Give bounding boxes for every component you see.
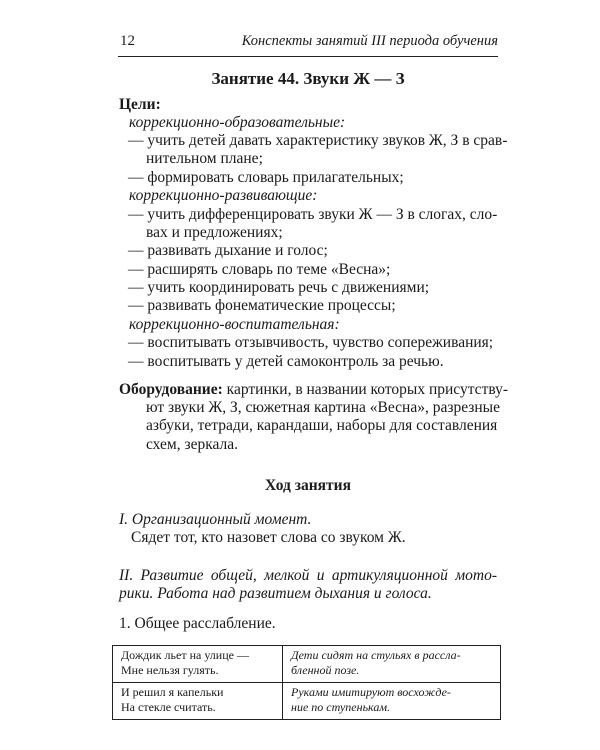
- action-line: бленной позе.: [291, 663, 360, 677]
- page-number: 12: [120, 33, 135, 49]
- goal-item: — развивать дыхание и голос;: [128, 242, 328, 259]
- action-cell: [283, 683, 501, 720]
- subheading-correctional-upbringing: коррекционно-воспитательная:: [129, 316, 340, 333]
- goal-item-continued: вах и предложениях;: [146, 224, 283, 241]
- lesson-title: Занятие 44. Звуки Ж — З: [211, 69, 405, 88]
- section-heading: I. Организационный момент.: [119, 511, 312, 528]
- action-cell: [283, 646, 501, 683]
- section-text: Сядет тот, кто назовет слова со звуком Ж.: [131, 529, 406, 546]
- goals-heading: Цели:: [119, 96, 161, 113]
- verse-cell: [113, 683, 283, 720]
- poem-table: [112, 645, 501, 720]
- goal-item: — развивать фонематические процессы;: [128, 297, 396, 314]
- equipment-paragraph-line: ют звуки Ж, З, сюжетная картина «Весна», разрезные: [146, 399, 500, 416]
- step-heading: 1. Общее расслабление.: [119, 615, 276, 632]
- verse-line: Дождик льет на улице —: [121, 648, 249, 662]
- goal-item: — учить детей давать характеристику звуков Ж, З в срав-: [128, 132, 508, 149]
- subheading-correctional-developing: коррекционно-развивающие:: [129, 187, 318, 204]
- equipment-label: Оборудование:: [119, 381, 223, 398]
- equipment-paragraph-line: азбуки, тетради, карандаши, наборы для составления: [146, 417, 498, 434]
- table-row: [113, 683, 501, 720]
- equipment-paragraph-line: схем, зеркала.: [146, 436, 239, 453]
- running-title: Конспекты занятий III периода обучения: [241, 33, 498, 49]
- verse-line: И решил я капельки: [121, 685, 224, 699]
- verse-line: На стекле считать.: [121, 700, 216, 714]
- subheading-correctional-educational: коррекционно-образовательные:: [129, 114, 346, 131]
- section-heading: II. Развитие общей, мелкой и артикуляционной мото-: [119, 567, 497, 584]
- verse-line: Мне нельзя гулять.: [121, 663, 219, 677]
- action-line: Дети сидят на стульях в рассла-: [291, 648, 461, 662]
- verse-cell: [113, 646, 283, 683]
- action-line: Руками имитируют восхожде-: [291, 685, 451, 699]
- equipment-text: картинки, в названии которых присутству-: [226, 381, 509, 398]
- table-row: [113, 646, 501, 683]
- course-heading: Ход занятия: [265, 477, 351, 494]
- goal-item: — учить координировать речь с движениями;: [128, 279, 430, 296]
- goal-item: — расширять словарь по теме «Весна»;: [128, 261, 391, 278]
- goal-item: — формировать словарь прилагательных;: [128, 169, 404, 186]
- goal-item: — воспитывать отзывчивость, чувство сопереживания;: [128, 334, 494, 351]
- goal-item: — учить дифференцировать звуки Ж — З в слогах, сло-: [128, 206, 498, 223]
- goal-item: — воспитывать у детей самоконтроль за речью.: [128, 353, 444, 370]
- equipment-paragraph-line: [119, 380, 509, 400]
- header-rule: [118, 56, 498, 57]
- section-heading-continued: рики. Работа над развитием дыхания и голоса.: [119, 585, 432, 602]
- action-line: ние по ступенькам.: [291, 700, 391, 714]
- goal-item-continued: нительном плане;: [146, 150, 263, 167]
